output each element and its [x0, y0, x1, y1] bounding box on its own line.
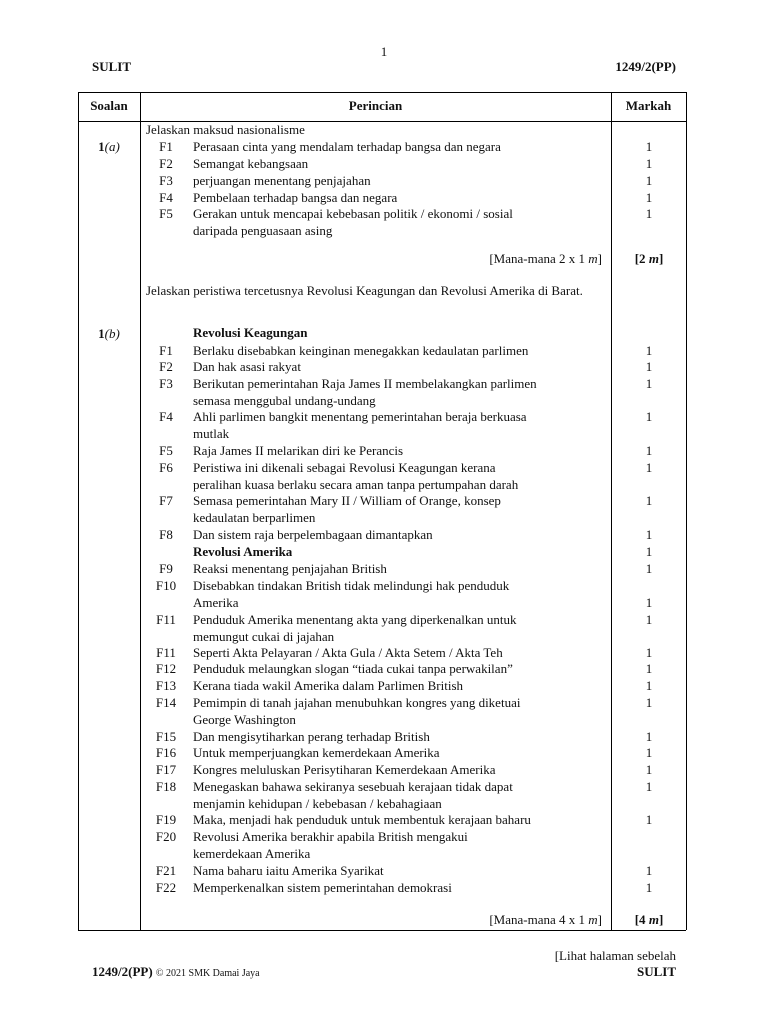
table-border-left: [78, 92, 79, 930]
question-1a-summary: [420, 251, 602, 268]
point-code: F20: [155, 829, 177, 844]
point-text: Kerana tiada wakil Amerika dalam Parlimen British: [193, 678, 464, 693]
point-code: F6: [159, 460, 173, 475]
mark-value: 1: [645, 376, 653, 391]
point-code: F11: [156, 612, 176, 627]
point-text: semasa menggubal undang-undang: [193, 392, 376, 408]
mark-value: 1: [645, 409, 653, 424]
point-text: Peristiwa ini dikenali sebagai Revolusi Keagungan kerana: [193, 460, 496, 475]
mark-value: 1: [645, 206, 653, 221]
point-code: F3: [159, 376, 173, 391]
point-code: F19: [155, 812, 177, 827]
point-code: F8: [159, 527, 173, 542]
mark-value: 1: [645, 443, 653, 458]
summary-suffix: ]: [597, 251, 602, 266]
point-text: Untuk memperjuangkan kemerdekaan Amerika: [193, 745, 440, 760]
point-text: Disebabkan tindakan British tidak melindungi hak penduduk: [193, 578, 510, 593]
point-code: F2: [159, 156, 173, 171]
mark-value: 1: [645, 863, 653, 878]
point-text: Berlaku disebabkan keinginan menegakkan kedaulatan parlimen: [193, 343, 529, 358]
point-code: F16: [155, 745, 177, 760]
mark-value: 1: [645, 173, 653, 188]
point-code: F1: [159, 343, 173, 358]
point-text: Dan hak asasi rakyat: [193, 359, 301, 374]
mark-value: 1: [645, 880, 653, 895]
point-code: F17: [155, 762, 177, 777]
summary-suffix: ]: [597, 912, 602, 927]
point-text: Kongres meluluskan Perisytiharan Kemerdekaan Amerika: [193, 762, 496, 777]
footer-copyright: © 2021 SMK Damai Jaya: [155, 968, 260, 979]
footer-classification: SULIT: [636, 964, 676, 979]
point-text: Semasa pemerintahan Mary II / William of Orange, konsep: [193, 493, 501, 508]
question-part: (b): [104, 326, 120, 341]
mark-value: 1: [645, 779, 653, 794]
question-1b-summary: [420, 912, 602, 929]
column-header-perincian: Perincian: [348, 98, 403, 113]
total-prefix: [2: [634, 251, 649, 266]
point-text: kedaulatan berparlimen: [193, 509, 316, 525]
point-code: F10: [155, 578, 177, 593]
point-text: Berikutan pemerintahan Raja James II membelakangkan parlimen: [193, 376, 537, 391]
total-suffix: ]: [658, 912, 664, 927]
mark-value: 1: [645, 561, 653, 576]
point-text: Semangat kebangsaan: [193, 156, 309, 171]
question-1b-total-marks: [614, 912, 684, 929]
footer-paper-info: [92, 964, 260, 980]
header-paper-code: 1249/2(PP): [615, 59, 676, 74]
point-text: mutlak: [193, 425, 230, 441]
summary-unit: m: [588, 912, 598, 927]
point-text: Menegaskan bahawa sekiranya sesebuah kerajaan tidak dapat: [193, 779, 513, 794]
point-code: F5: [159, 206, 173, 221]
point-text: Seperti Akta Pelayaran / Akta Gula / Akta Setem / Akta Teh: [193, 645, 503, 660]
point-text: Penduduk Amerika menentang akta yang diperkenalkan untuk: [193, 612, 517, 627]
point-code: F14: [155, 695, 177, 710]
point-text: Revolusi Amerika berakhir apabila British mengakui: [193, 829, 468, 844]
point-code: F15: [155, 729, 177, 744]
summary-unit: m: [588, 251, 598, 266]
point-text: Amerika: [193, 594, 239, 610]
total-unit: m: [648, 251, 659, 266]
point-code: F4: [159, 409, 173, 424]
table-border-bottom: [78, 930, 686, 931]
question-1b-prompt: Jelaskan peristiwa tercetusnya Revolusi Keagungan dan Revolusi Amerika di Barat.: [146, 283, 583, 298]
mark-value: 1: [645, 678, 653, 693]
point-text: Penduduk melaungkan slogan “tiada cukai tanpa perwakilan”: [193, 661, 513, 676]
point-text: daripada penguasaan asing: [193, 222, 333, 238]
footer-paper-code: 1249/2(PP): [92, 964, 153, 979]
question-number: 1: [98, 326, 105, 341]
point-text: Pembelaan terhadap bangsa dan negara: [193, 190, 398, 205]
point-code: F7: [159, 493, 173, 508]
point-code: F18: [155, 779, 177, 794]
mark-value: 1: [645, 762, 653, 777]
mark-value: 1: [645, 156, 653, 171]
point-text: menjamin kehidupan / kebebasan / kebahagiaan: [193, 795, 442, 811]
table-border-top: [78, 92, 686, 93]
page-number: 1: [380, 44, 388, 59]
mark-value: 1: [645, 343, 653, 358]
question-part: (a): [104, 139, 120, 154]
summary-prefix: [Mana-mana 2 x 1: [489, 251, 589, 266]
point-code: F12: [155, 661, 177, 676]
mark-value: 1: [645, 812, 653, 827]
mark-value: 1: [645, 645, 653, 660]
question-label-1b: [78, 326, 140, 342]
mark-value: 1: [645, 661, 653, 676]
point-text: Memperkenalkan sistem pemerintahan demokrasi: [193, 880, 452, 895]
point-code: F11: [156, 645, 176, 660]
point-code: F21: [155, 863, 177, 878]
question-number: 1: [98, 139, 105, 154]
point-text: George Washington: [193, 711, 296, 727]
mark-value: 1: [645, 544, 653, 559]
point-text: Perasaan cinta yang mendalam terhadap bangsa dan negara: [193, 139, 501, 154]
point-code: F3: [159, 173, 173, 188]
subheading-revolusi-amerika: Revolusi Amerika: [193, 544, 293, 559]
point-text: Ahli parlimen bangkit menentang pemerintahan beraja berkuasa: [193, 409, 527, 424]
point-code: F5: [159, 443, 173, 458]
total-prefix: [4: [634, 912, 649, 927]
point-code: F13: [155, 678, 177, 693]
point-code: F1: [159, 139, 173, 154]
point-text: Dan mengisytiharkan perang terhadap British: [193, 729, 430, 744]
mark-value: 1: [645, 695, 653, 710]
table-border-right: [686, 92, 687, 930]
point-text: Pemimpin di tanah jajahan menubuhkan kongres yang diketuai: [193, 695, 521, 710]
total-unit: m: [648, 912, 659, 927]
point-code: F4: [159, 190, 173, 205]
column-header-markah: Markah: [625, 98, 672, 113]
question-label-1a: [78, 139, 140, 155]
mark-value: 1: [645, 527, 653, 542]
point-text: kemerdekaan Amerika: [193, 845, 311, 861]
mark-value: 1: [645, 139, 653, 154]
subheading-revolusi-keagungan: Revolusi Keagungan: [193, 325, 308, 340]
table-divider-markah: [611, 92, 612, 930]
mark-value: 1: [645, 493, 653, 508]
point-text: memungut cukai di jajahan: [193, 628, 335, 644]
mark-value: 1: [645, 612, 653, 627]
mark-value: 1: [645, 190, 653, 205]
point-code: F9: [159, 561, 173, 576]
point-text: Nama baharu iaitu Amerika Syarikat: [193, 863, 384, 878]
mark-value: 1: [645, 729, 653, 744]
point-code: F2: [159, 359, 173, 374]
mark-value: 1: [645, 594, 653, 610]
point-text: Dan sistem raja berpelembagaan dimantapkan: [193, 527, 433, 542]
summary-prefix: [Mana-mana 4 x 1: [489, 912, 589, 927]
footer-next-page-note: [Lihat halaman sebelah: [554, 948, 676, 963]
point-text: Gerakan untuk mencapai kebebasan politik / ekonomi / sosial: [193, 206, 513, 221]
mark-value: 1: [645, 359, 653, 374]
point-text: Raja James II melarikan diri ke Perancis: [193, 443, 404, 458]
column-header-soalan: Soalan: [90, 98, 128, 113]
header-classification: SULIT: [92, 59, 132, 74]
table-divider-soalan: [140, 92, 141, 930]
total-suffix: ]: [658, 251, 664, 266]
mark-value: 1: [645, 460, 653, 475]
question-1a-prompt: Jelaskan maksud nasionalisme: [146, 122, 305, 137]
point-code: F22: [155, 880, 177, 895]
point-text: perjuangan menentang penjajahan: [193, 173, 371, 188]
point-text: Maka, menjadi hak penduduk untuk membentuk kerajaan baharu: [193, 812, 531, 827]
point-text: Reaksi menentang penjajahan British: [193, 561, 387, 576]
mark-value: 1: [645, 745, 653, 760]
question-1a-total-marks: [614, 251, 684, 268]
point-text: peralihan kuasa berlaku secara aman tanpa pertumpahan darah: [193, 476, 519, 492]
